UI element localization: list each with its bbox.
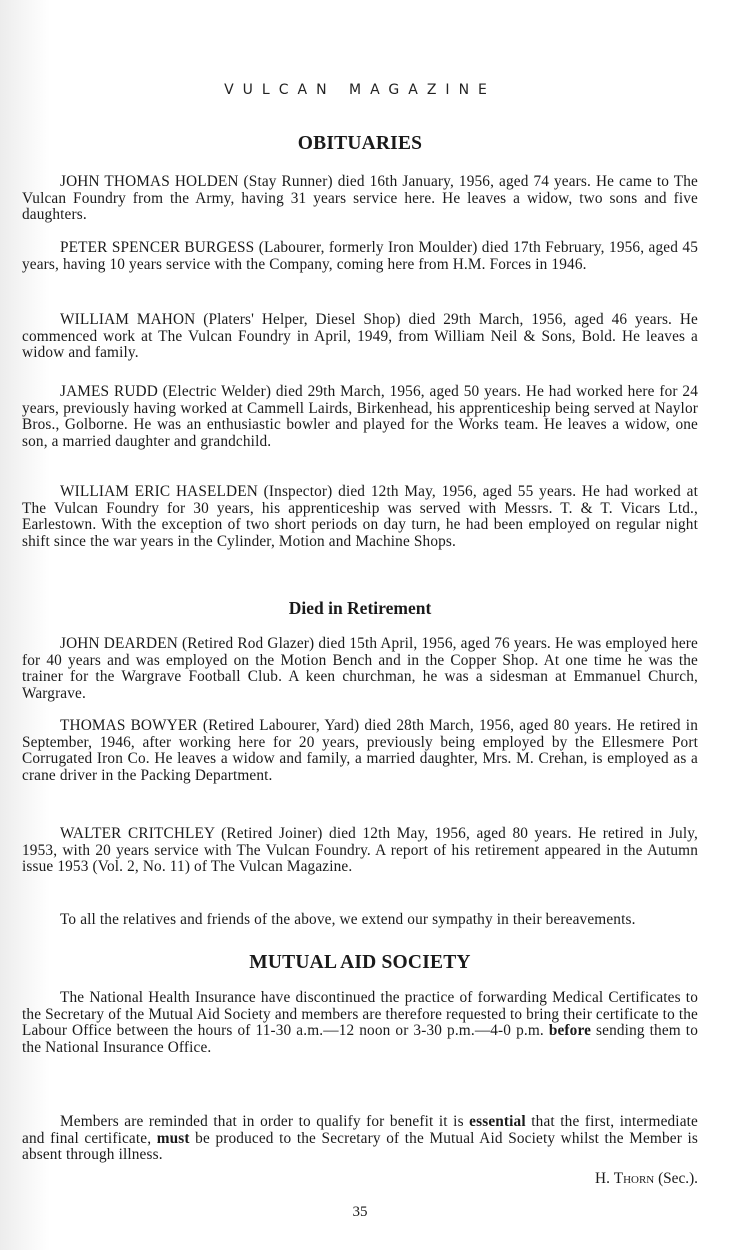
text: that the first, intermediate and final certificate, — [22, 1113, 698, 1147]
signature-name: Thorn — [613, 1170, 655, 1187]
retirement-entry: THOMAS BOWYER (Retired Labourer, Yard) died 28th March, 1956, aged 80 years. He retired in September, 1946, after working here for 20 years, previously being employed by the Ellesmere Port Corrugated Iron Co. He leaves a widow and family, a married daughter, Mrs. M. Crehan, is employed as a crane driver in the Packing Department. — [22, 717, 698, 784]
signature-role: (Sec.). — [654, 1170, 698, 1187]
retirement-entry: WALTER CRITCHLEY (Retired Joiner) died 12th May, 1956, aged 80 years. He retired in July, 1953, with 20 years service with The Vulcan Foundry. A report of his retirement appeared in the Autumn issue 1953 (Vol. 2, No. 11) of The Vulcan Magazine. — [22, 825, 698, 876]
obituary-entry: WILLIAM ERIC HASELDEN (Inspector) died 12th May, 1956, aged 55 years. He had worked at The Vulcan Foundry for 30 years, his apprenticeship was served with Messrs. T. & T. Vicars Ltd., Earlestown. With the exception of two short periods on day turn, he had been employed on regular night shift since the war years in the Cylinder, Motion and Machine Shops. — [22, 483, 698, 550]
text: The National Health Insurance have discontinued the practice of forwarding Medical Certificates to the Secretary of the Mutual Aid Society and members are therefore requested to bring their certificate to the Labour Office between the hours of 11-30 a.m.—12 noon or 3-30 p.m.—4-0 p.m. — [22, 989, 698, 1040]
mutual-aid-heading: MUTUAL AID SOCIETY — [249, 952, 471, 973]
signature — [595, 1170, 698, 1188]
obituaries-heading: OBITUARIES — [297, 133, 423, 154]
text: be produced to the Secretary of the Mutual Aid Society whilst the Member is absent through illness. — [22, 1129, 698, 1164]
text: sending them to the National Insurance Office. — [22, 1022, 698, 1056]
signature-initial: H. — [595, 1170, 614, 1187]
obituary-entry: PETER SPENCER BURGESS (Labourer, formerly Iron Moulder) died 17th February, 1956, aged 45 years, having 10 years service with the Company, coming here from H.M. Forces in 1946. — [22, 239, 698, 273]
mutual-aid-paragraph-1 — [22, 990, 698, 1056]
died-in-retirement-heading: Died in Retirement — [288, 598, 432, 618]
sympathy-note: To all the relatives and friends of the above, we extend our sympathy in their bereavements. — [60, 911, 636, 928]
emphasis: before — [548, 1022, 592, 1040]
emphasis: must — [156, 1129, 190, 1147]
obituary-entry: JAMES RUDD (Electric Welder) died 29th March, 1956, aged 50 years. He had worked here for 24 years, previously having worked at Cammell Lairds, Birkenhead, his apprenticeship being served at Naylor Bros., Golborne. He was an enthusiastic bowler and played for the Works team. He leaves a widow, one son, a married daughter and grandchild. — [22, 383, 698, 450]
emphasis: essential — [469, 1113, 526, 1130]
text: Members are reminded that in order to qualify for benefit it is — [60, 1113, 470, 1130]
retirement-entry: JOHN DEARDEN (Retired Rod Glazer) died 15th April, 1956, aged 76 years. He was employed here for 40 years and was employed on the Motion Bench and in the Copper Shop. At one time he was the trainer for the Wargrave Football Club. A keen churchman, he was a sidesman at Emmanuel Church, Wargrave. — [22, 635, 698, 702]
mutual-aid-paragraph-2 — [22, 1114, 698, 1164]
running-head: VULCAN MAGAZINE — [224, 82, 496, 98]
page-number: 35 — [352, 1204, 368, 1220]
obituary-entry: WILLIAM MAHON (Platers' Helper, Diesel Shop) died 29th March, 1956, aged 46 years. He commenced work at The Vulcan Foundry in April, 1949, from William Neil & Sons, Bold. He leaves a widow and family. — [22, 311, 698, 362]
obituary-entry: JOHN THOMAS HOLDEN (Stay Runner) died 16th January, 1956, aged 74 years. He came to The Vulcan Foundry from the Army, having 31 years service here. He leaves a widow, two sons and five daughters. — [22, 173, 698, 224]
